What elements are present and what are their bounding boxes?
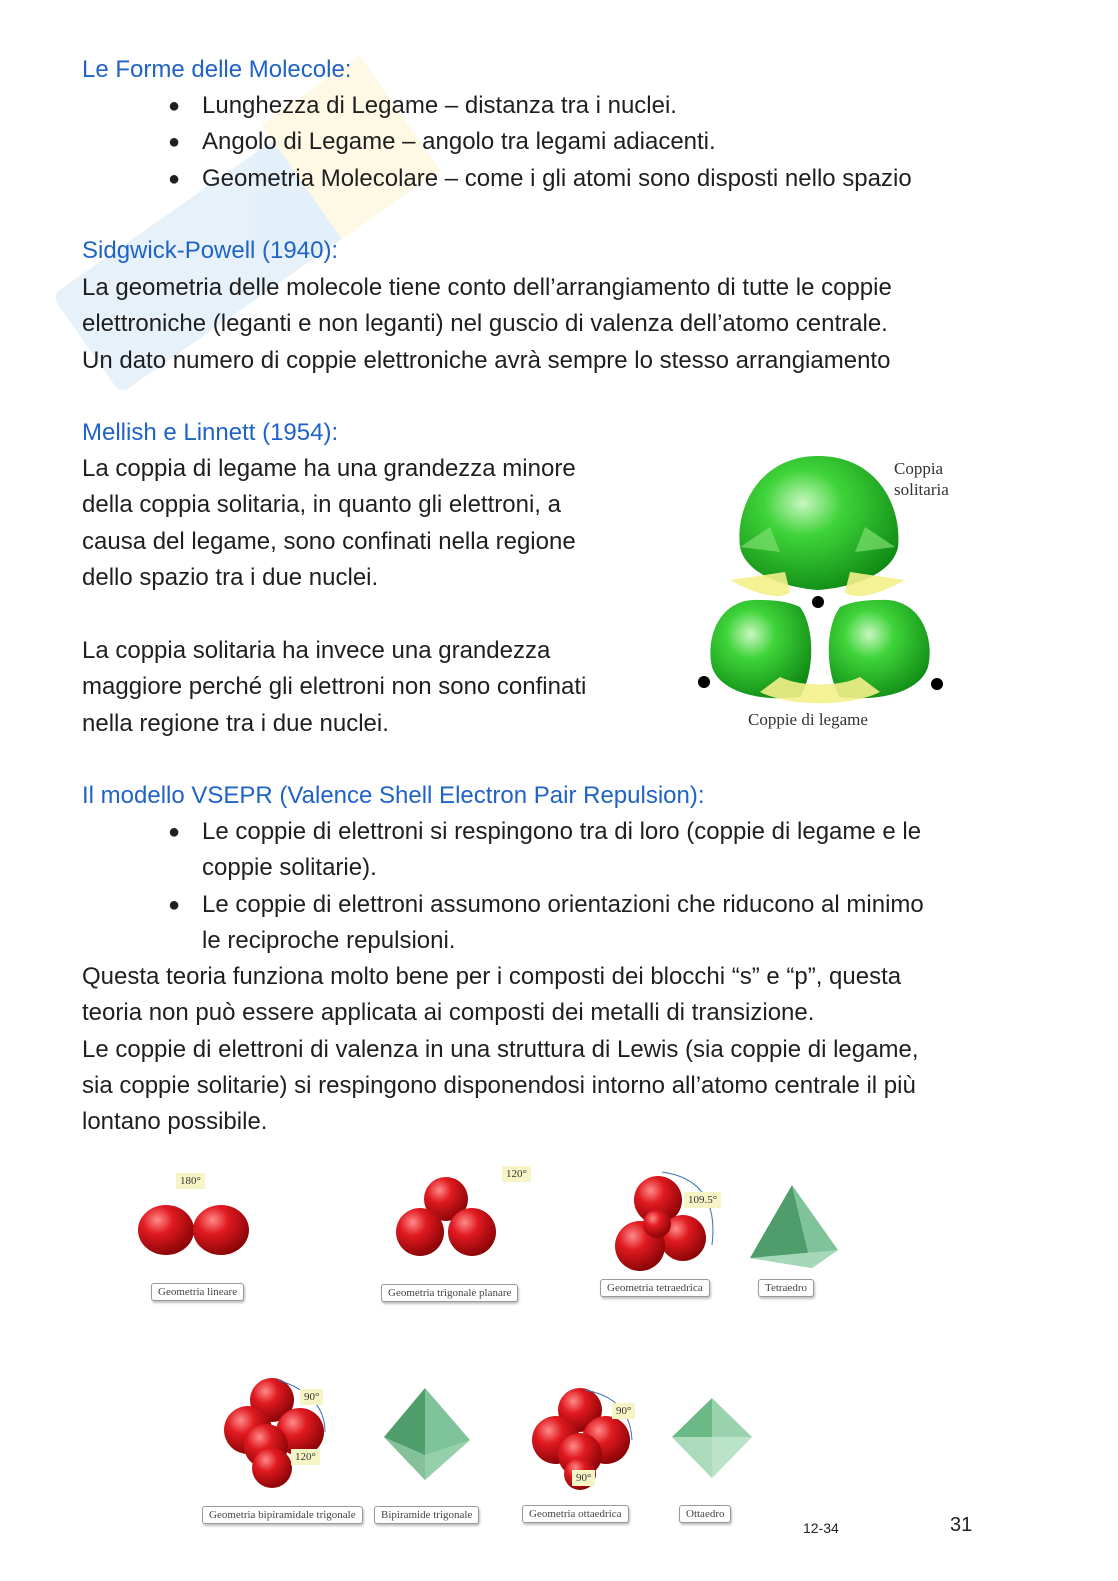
paragraph-coppia-legame: La coppia di legame ha una grandezza minore della coppia solitaria, in quanto gli elettroni, a causa del legame, sono confinati nella regione dello spazio tra i due nuclei. [82,455,576,591]
tetrahedral-model [615,1172,713,1271]
paragraph-coppia-solitaria: La coppia solitaria ha invece una grandezza maggiore perché gli elettroni non sono confinati nella regione tra i due nuclei. [82,637,587,737]
caption-trigonale-planare: Geometria trigonale planare [381,1284,518,1302]
caption-bipiramidale: Geometria bipiramidale trigonale [202,1506,363,1524]
bonding-pairs-label: Coppie di legame [748,710,868,729]
angle-label-90: 90° [612,1403,635,1419]
caption-ottaedro: Ottaedro [679,1505,731,1523]
angle-label-180: 180° [176,1173,205,1189]
list-item: ● Geometria Molecolare – come i gli atomi sono disposti nello spazio [168,164,912,192]
heading-forme-molecole: Le Forme delle Molecole: [82,56,352,83]
caption-tetraedro: Tetraedro [758,1279,814,1297]
angle-label-109: 109.5° [684,1192,721,1208]
angle-label-90: 90° [300,1389,323,1405]
angle-label-120: 120° [291,1449,320,1465]
trigonal-planar-model [396,1177,496,1256]
angle-label-90: 90° [572,1470,595,1486]
linear-geometry-model [138,1205,249,1255]
tetrahedron-solid [750,1185,838,1268]
caption-bipiramide: Bipiramide trigonale [374,1506,479,1524]
heading-sidgwick-powell: Sidgwick-Powell (1940): [82,237,339,264]
list-item: ● Lunghezza di Legame – distanza tra i nuclei. [168,92,677,119]
heading-vsepr: Il modello VSEPR (Valence Shell Electron Pair Repulsion): [82,782,705,809]
paragraph-vsepr: Questa teoria funziona molto bene per i composti dei blocchi “s” e “p”, questa teoria non può essere applicata ai composti dei metalli di transizione. Le coppie di elettroni di valenza in una struttura di Lewis (sia coppie di legame, sia coppie solitarie) si respingono disponendosi intorno all’atomo centrale il più lontano possibile. [82,963,919,1136]
caption-ottaedrica: Geometria ottaedrica [522,1505,629,1523]
angle-label-120: 120° [502,1166,531,1182]
list-item: ● Le coppie di elettroni si respingono tra di loro (coppie di legame e le coppie solitarie). [168,818,922,882]
caption-tetraedrica: Geometria tetraedrica [600,1279,710,1297]
trigonal-bipyramid-solid [384,1388,470,1480]
page-number: 31 [950,1514,973,1536]
lone-pair-label: Coppia solitaria [894,459,949,499]
list-item: ● Angolo di Legame – angolo tra legami adiacenti. [168,128,716,156]
figure-reference: 12-34 [803,1520,839,1536]
list-item: ● Le coppie di elettroni assumono orientazioni che riducono al minimo le reciproche repulsioni. [168,890,924,954]
caption-geometria-lineare: Geometria lineare [151,1283,244,1301]
paragraph-sidgwick: La geometria delle molecole tiene conto dell’arrangiamento di tutte le coppie elettroniche (leganti e non leganti) nel guscio di valenza dell’atomo centrale. Un dato numero di coppie elettroniche avrà sempre lo stesso arrangiamento [82,274,892,374]
heading-mellish-linnett: Mellish e Linnett (1954): [82,419,339,446]
octahedron-solid [672,1398,752,1478]
